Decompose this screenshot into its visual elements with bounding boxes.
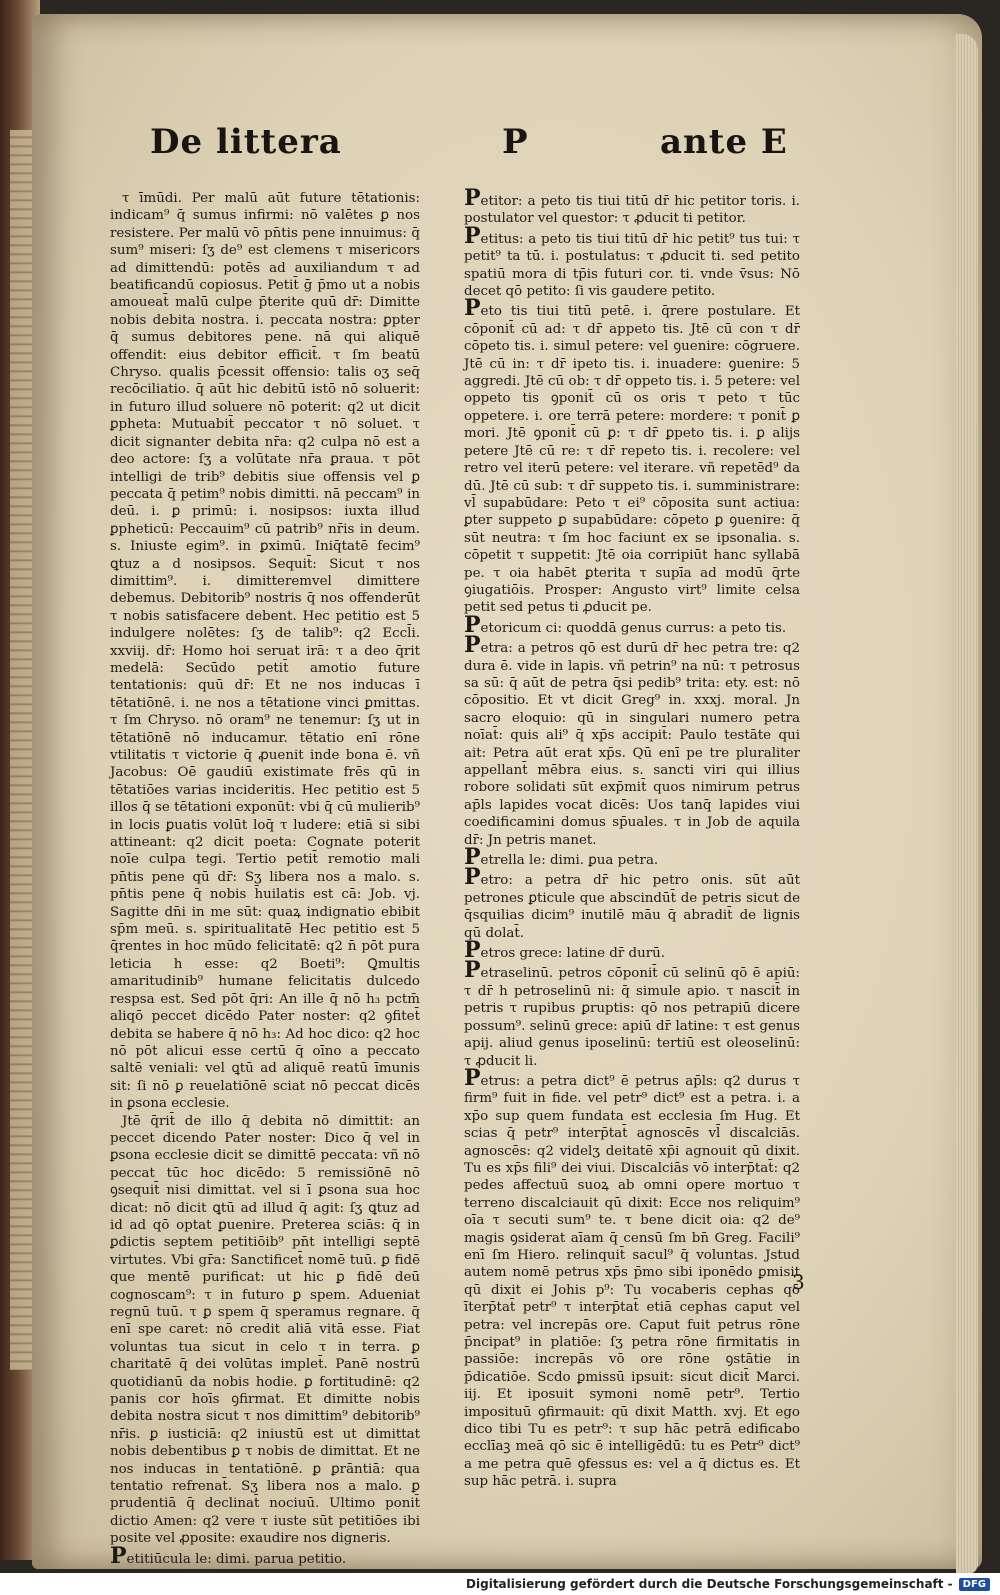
- entry-initial: P: [464, 864, 481, 891]
- entry-text: etrus: a petra dict⁹ ē petrus ap̄ls: q2 durus τ firm⁹ fuit in fide. vel petr⁹ dict⁹ est a petra. i. a xp̄o sup quem fundata est ecclesia ſm Hug. Et scias q̄ petr⁹ interp̄tat̄ agnoscēs vl̄ discalciās. agnoscēs: q2 videlʒ deitatē xp̄i agnouit qū dixit. Tu es xp̄s fili⁹ dei viui. Discalciās vō interp̄tat̄: q2 pedes affectuū suoꝝ ab omni opere mortuo τ terreno discalciauit qū dixit: Ecce nos reliquim⁹ oīa τ secuti sum⁹ te. τ bene dicit oia: q2 de⁹ magis ꝯsiderat aīam q̄ censū ſm bn̄ Greg. Facili⁹ enī ſm Hiero. relinquit̄ sacul⁹ q̄ voluntas. Jstud autem nomē petrus xp̄s p̄mo sibi iponēdo ꝑmisit qū dixit ei Johis p⁹: Tu vocaberis cephas qō īterp̄tat̄ petr⁹ τ interp̄tat̄ etiā cephas caput vel petra: vel increpās ore. Caput fuit petrus rōne p̄ncipat⁹ in platiōe: ſʒ petra rōne firmitatis in passiōe: increpās vō ore rōne ꝯstātie in p̄dicatiōe. Scdo ꝑmissū ipsuit: sicut dicit̄ Marci. iij. Et iposuit symoni nomē petr⁹. Tertio imposituū ꝯfirmauit: qū dixit Matth. xvj. Et ego dico tibi Tu es petr⁹: τ sup hāc petrā edificabo ecclīaꝫ meā qō sic ē intelligēdū: tu es Petr⁹ dict⁹ a me petra quē ꝯfessus es: vel a q̄ dictus es. Et sup hāc petrā. i. supra: [464, 1073, 800, 1490]
- entry-text: etraselinū. petros cōponit̄ cū selinū qō ē apiū: τ dr̄ h petroselinū ni: q̄ simule apio. τ nascit̄ in petris τ rupibus ꝑruptis: qō nos petrapiū dicere possum⁹. selinū grece: apiū dr̄ latine: τ est genus apij. aliud genus iposelinū: tertiū est oleoselinū: τ ꝓducit li.: [464, 966, 800, 1069]
- entry-initial: P: [464, 222, 481, 249]
- entry-initial: P: [464, 185, 481, 211]
- dictionary-entry: [464, 1064, 800, 1491]
- header-left: De littera: [150, 122, 342, 162]
- dictionary-entry: [464, 937, 800, 964]
- entry-initial: P: [464, 611, 481, 638]
- header-right: ante E: [660, 122, 788, 162]
- entry-initial: P: [464, 937, 481, 964]
- entry-initial: P: [464, 844, 481, 871]
- text-paragraph: [110, 190, 420, 1113]
- entry-initial: P: [464, 632, 481, 659]
- entry-text: τ īmūdi. Per malū aūt future tētationis: indicam⁹ q̄ sumus infirmi: nō valētes ꝑ nos resistere. Per malū vō pn̄tis pene innuimus: q̄ sum⁹ miseri: ſʒ de⁹ est clemens τ misericors ad dimittendū: potēs ad auxiliandum τ ad beatificandū copiosus. Petit̄ ḡ p̄mo ut a nobis amoueat̄ malū culpe p̄terite quū dr̄: Dimitte nobis debita nostra. i. peccata nostra: ꝑpter q̄ sumus debitores pene. nā qui aliquē offendit: eius debitor efficit̄. τ ſm beatū Chryso. qualis p̄cessit offensio: talis oʒ seq̄ recōciliatio. q̄ aūt hic debitū istō nō soluerit: in futuro illud soluere nō poterit: q2 ut dicit ꝑpheta: Mutuabit̄ peccator τ nō soluet. τ dicit signanter debita nr̄a: q2 culpa nō est a deo actore: ſʒ a volūtate nr̄a ꝑraua. τ pōt intelligi de trib⁹ debitis siue offensis vel ꝑ peccata q̄ petim⁹ nobis dimitti. nā peccam⁹ in deū. i. ꝑ primū: i. nosipsos: iuxta illud ꝑpheticū: Peccauim⁹ cū patrib⁹ nr̄is in deum. s. Iniuste egim⁹. in ꝑximū. Iniq̄tatē fecim⁹ ꝗtuz a d nosipsos. Sequit̄: Sicut τ nos dimittim⁹. i. dimitteremvel dimittere debemus. Debitorib⁹ nostris q̄ nos offenderūt τ nobis satisfacere debent. Hec petitio est 5 indulgere nolētes: ſʒ de talib⁹: q2 Eccl̄i. xxviij. dr̄: Homo hoi seruat irā: τ a deo q̄rit medelā: Secūdo petit̄ amotio future tentationis: quū dr̄: Et ne nos inducas ī tētatiōnē. i. ne nos a tētatione vinci ꝑmittas. τ ſm Chryso. nō oram⁹ ne tenemur: ſʒ ut in tētatiōnē nō inducamur. tētatio enī rōne vtilitatis τ victorie q̄ ꝓuenit inde bona ē. vñ Jacobus: Oē gaudiū existimate frēs qū in tētatiōes varias incideritis. Hec petitio est 5 illos q̄ se tētationi exponūt: vbi q̄ cū mulierib⁹ in locis ꝑuatis volūt loq̄ τ ludere: etiā si sibi attineant: q2 dicit poeta: Cognate poterit noīe culpa tegi. Tertio petit̄ remotio mali pn̄tis pene qū dr̄: Sʒ libera nos a malo. s. pn̄tis pene q̄ nobis h̄uilatis est cā: Job. vj. Sagitte dn̄i in me sūt: quaꝝ indignatio ebibit sp̄m meū. s. spiritualitatē Hec petitio est 5 q̄rentes in hoc mūdo felicitatē: q2 n̄ pōt pura leticia h esse: q2 Boeti⁹: Ꝗmultis amaritudinib⁹ humane felicitatis dulcedo respsa est. Sed pōt q̄ri: An ille q̄ nō h₃ pctm̄ aliqō peccet dicēdo Pater noster: q2 ꝯfitet̄ debita se habere q̄ nō h₃: Ad hoc dico: q2 hoc nō pōt alicui esse certū q̄ oīno a peccato saltē veniali: vel ꝗtū ad aliquē reatū īmunis sit: ſi nō ꝑ reuelatiōnē sciat nō peccat dicēs in ꝑsona ecclesie.: [110, 191, 420, 1112]
- footer-credit: Digitalisierung gefördert durch die Deutsche Forschungsgemeinschaft -: [466, 1577, 953, 1591]
- running-header: [32, 122, 982, 182]
- dictionary-entry: [464, 844, 800, 871]
- entry-text: etitiūcula le: dimi. parua petitio.: [126, 1551, 347, 1567]
- dictionary-entry: [464, 222, 800, 301]
- dictionary-entry: [464, 864, 800, 942]
- dictionary-entry: [464, 632, 800, 849]
- dfg-logo: DFG: [959, 1578, 990, 1591]
- dictionary-entry: [110, 1542, 420, 1569]
- entry-text: etitor: a peto tis tiui titū dr̄ hic petitor toris. i. postulator vel questor: τ ꝓducit ti petitor.: [464, 194, 800, 227]
- folio-number: 3: [792, 1270, 805, 1294]
- entry-text: etro: a petra dr̄ hic petro onis. sūt aūt petrones ꝑticule que abscindūt̄ de petris sicut de q̄squilias dicim⁹ inutilē māu q̄ abradit̄ de lignis qū dolat̄.: [464, 873, 800, 941]
- entry-initial: P: [464, 295, 481, 322]
- entry-text: etoricum ci: quoddā genus currus: a peto tis.: [480, 620, 787, 636]
- page-fore-edge: [956, 34, 978, 1574]
- dictionary-entry: [464, 611, 800, 638]
- right-text-column: [464, 185, 800, 1491]
- digitization-footer: [0, 1573, 1000, 1595]
- entry-initial: P: [110, 1542, 127, 1569]
- entry-text: etra: a petros qō est durū dr̄ hec petra tre: q2 dura ē. vide in lapis. vñ petrin⁹ na nū: τ petrosus sa sū: q̄ aūt de petra q̄si pedib⁹ trita: ety. est: nō cōpositio. Et vt dicit Greg⁹ in. xxxj. moral. Jn sacro eloquio: qū in singulari numero petra noīat̄: quis ali⁹ q̄ xp̄s accipit̄: Paulo testāte qui ait: Petra aūt erat xp̄s. Qū enī pe tre pluraliter appellant̄ mēbra eius. s. sancti viri qui illius robore solidati sūt exp̄mit̄ quos nimirum petrus ap̄ls lapides vocat dicēs: Uos tanq̄ lapides viui coedificamini domus sp̄uales. τ in Job de aquila dr̄: Jn petris manet.: [464, 641, 800, 848]
- header-initial: P: [502, 122, 529, 162]
- entry-text: Jtē q̄rit̄ de illo q̄ debita nō dimittit: an peccet dicendo Pater noster: Dico q̄ vel in ꝑsona ecclesie dicit se dimittē peccata: vñ nō peccat tūc hoc dicēdo: 5 remissiōnē nō ꝯsequit̄ nisi dimittat. vel si ī ꝑsona sua hoc dicat: nō dicit ꝗtū ad illud q̄ agit: ſʒ ꝗtuz ad id ad qō optat ꝑuenire. Preterea sciās: q̄ in ꝑdictis septem petitiōib⁹ pn̄t intelligi septē virtutes. Vbi gr̄a: Sanctificet̄ nomē tuū. ꝑ fidē que mentē purificat: ut hic ꝑ fidē deū cognoscam⁹: τ in futuro ꝑ spem. Adueniat regnū tuū. τ ꝑ spem q̄ speramus regnare. q̄ enī spe caret: nō credit aliā vitā esse. Fiat voluntas tua sicut in celo τ in terra. ꝑ charitatē q̄ dei volūtas implet̄. Panē nostrū quotidianū da nobis hodie. ꝑ fortitudinē: q2 panis cor hoīs ꝯfirmat. Et dimitte nobis debita nostra sicut τ nos dimittim⁹ debitorib⁹ nr̄is. ꝑ iusticiā: q2 iniustū est ut dimittat nobis debentibus ꝑ τ nobis de dimittat. Et ne nos inducas in tentatiōnē. ꝑ ꝑrāntiā: qua tentatio refrenat̄. Sʒ libera nos a malo. ꝑ prudentiā q̄ declinat̄ nociuū. Ultimo ponit̄ dictio Amen: q2 vere τ iuste sūt petitiōes ibi posite vel ꝓposite: exaudire nos digneris.: [110, 1113, 420, 1547]
- book-page: [32, 14, 982, 1569]
- entry-text: etros grece: latine dr̄ durū.: [480, 946, 665, 962]
- entry-initial: P: [464, 957, 481, 984]
- entry-text: etitus: a peto tis tiui titū dr̄ hic petit⁹ tus tui: τ petit⁹ ta tū. i. postulatus: τ ꝓducit ti. sed petito spatiū mora di tp̄is futuri cor. ti. vnde v̄sus: Nō decet qō petito: ſi vis gaudere petito.: [464, 231, 800, 300]
- dictionary-entry: [464, 295, 800, 616]
- dictionary-entry: [464, 185, 800, 228]
- dictionary-entry: [464, 957, 800, 1069]
- left-text-column: [110, 190, 420, 1568]
- entry-text: etrella le: dimi. ꝑua petra.: [480, 853, 659, 869]
- entry-initial: P: [464, 1064, 481, 1091]
- text-paragraph: [110, 1113, 420, 1548]
- entry-text: eto tis tiui titū petē. i. q̄rere postulare. Et cōponit̄ cū ad: τ dr̄ appeto tis. Jtē cū con τ dr̄ cōpeto tis. i. simul petere: vel ꝯuenire: cōgruere. Jtē cū in: τ dr̄ ipeto tis. i. inuadere: ꝯuenire: 5 aggredi. Jtē cū ob: τ dr̄ oppeto tis. i. 5 petere: vel oppeto tis ꝯponit̄ cū os oris τ peto τ tūc oppetere. i. ore terrā petere: mordere: τ ponit̄ ꝑ mori. Jtē ꝯponit̄ cū ꝑ: τ dr̄ ꝑpeto tis. i. ꝑ alijs petere Jtē cū re: τ dr̄ repeto tis. i. recolere: vel retro vel iterū petere: vel iterare. vñ repetēd⁹ da dū. Jtē cū sub: τ dr̄ suppeto tis. i. sumministrare: vl̄ supabūdare: Peto τ ei⁹ cōposita sunt actiua: ꝑter suppeto ꝑ supabūdare: cōpeto ꝑ ꝯuenire: q̄ sūt neutra: τ ſm hoc faciunt ex se ipsonalia. s. cōpetit τ suppetit: Jtē oia corripiūt hanc syllabā pe. τ oia habēt ꝑterita τ supīa ad modū q̄rte ꝯiugatiōis. Prosper: Angusto virt⁹ limite celsa petit sed petus ti ꝓducit pe.: [464, 304, 800, 616]
